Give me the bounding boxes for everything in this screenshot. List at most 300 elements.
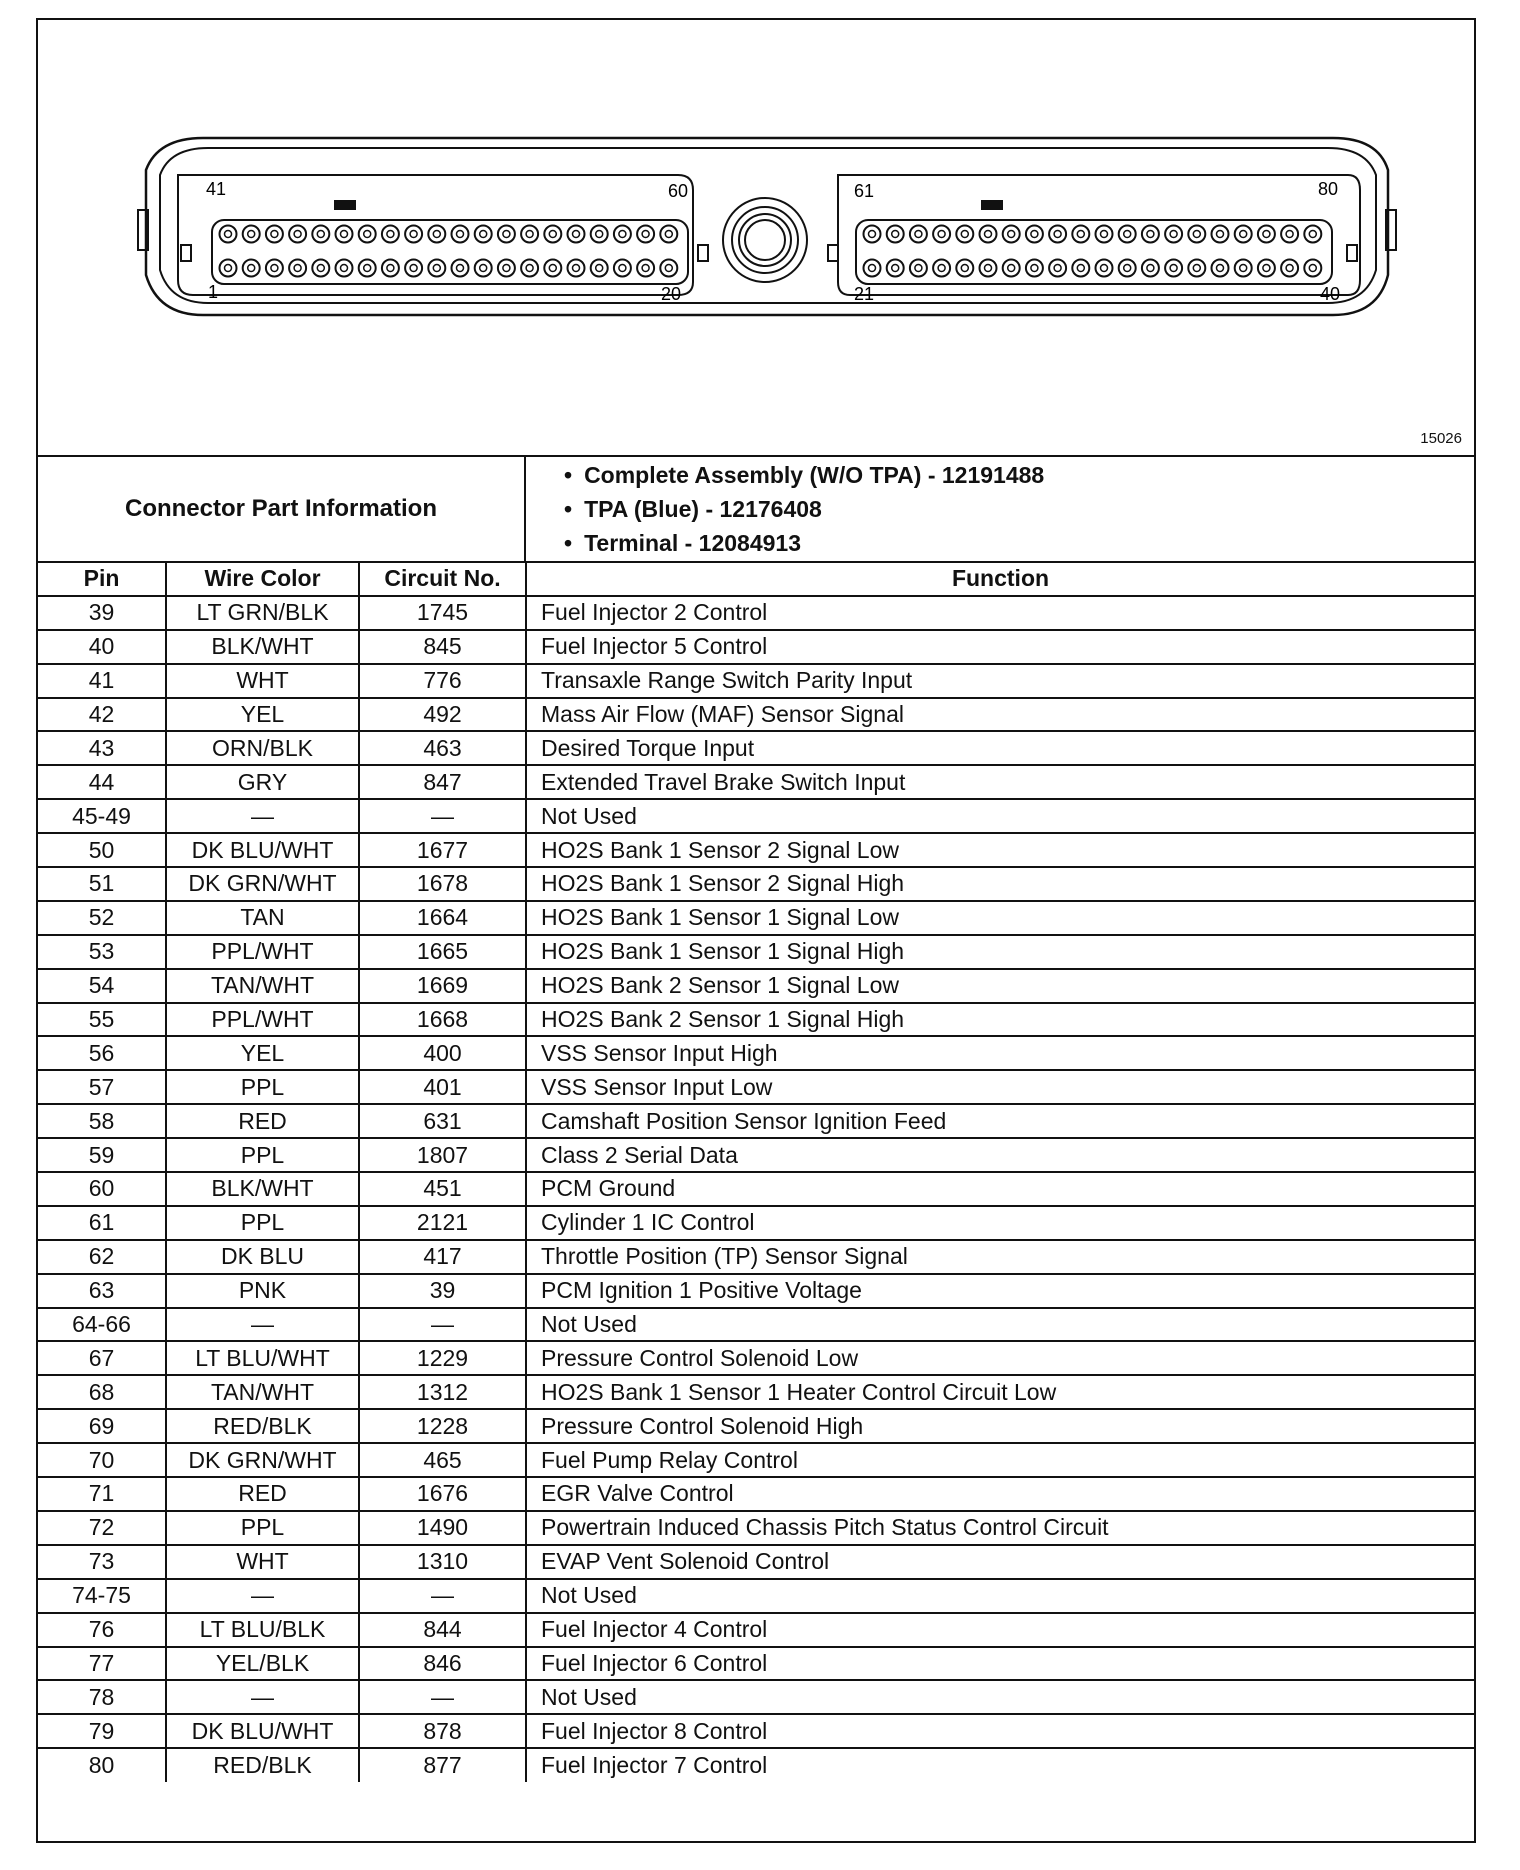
pin-cell: 68 (38, 1375, 166, 1409)
table-row (38, 1748, 1474, 1782)
pin-cell: 62 (38, 1240, 166, 1274)
table-row (38, 596, 1474, 630)
pin-hole (591, 260, 608, 277)
right-bottom-right-label: 40 (1319, 284, 1341, 304)
function-cell: PCM Ground (526, 1172, 1474, 1206)
pin-hole-center (915, 231, 922, 238)
pin-hole (312, 260, 329, 277)
pin-cell: 43 (38, 731, 166, 765)
pin-hole-center (665, 265, 672, 272)
table-row (38, 1240, 1474, 1274)
wire-color-cell: TAN (166, 901, 359, 935)
wire-color-cell: LT GRN/BLK (166, 596, 359, 630)
pin-hole (1258, 260, 1275, 277)
pin-hole (910, 226, 927, 243)
function-cell: Fuel Injector 6 Control (526, 1647, 1474, 1681)
pin-hole-center (1170, 265, 1177, 272)
pin-hole-center (1124, 231, 1131, 238)
pin-hole (1235, 226, 1252, 243)
circuit-cell: 1490 (359, 1511, 526, 1545)
pin-hole-center (665, 231, 672, 238)
function-cell: HO2S Bank 1 Sensor 1 Heater Control Circuit Low (526, 1375, 1474, 1409)
pin-hole (956, 226, 973, 243)
circuit-cell: — (359, 799, 526, 833)
circuit-cell: 1668 (359, 1003, 526, 1037)
circuit-cell: 1228 (359, 1409, 526, 1443)
pin-hole-center (938, 265, 945, 272)
function-cell: EGR Valve Control (526, 1477, 1474, 1511)
pin-hole-center (1101, 231, 1108, 238)
circuit-cell: 1229 (359, 1341, 526, 1375)
pin-hole-center (869, 265, 876, 272)
pin-cell: 56 (38, 1036, 166, 1070)
pin-hole-center (596, 231, 603, 238)
circuit-cell: 400 (359, 1036, 526, 1070)
table-row (38, 1172, 1474, 1206)
wire-color-cell: DK BLU (166, 1240, 359, 1274)
pin-cell: 63 (38, 1274, 166, 1308)
pin-hole (614, 260, 631, 277)
pin-hole-center (1217, 265, 1224, 272)
pin-hole (887, 260, 904, 277)
wire-color-cell: RED (166, 1477, 359, 1511)
pin-hole (359, 226, 376, 243)
pin-hole-center (225, 231, 232, 238)
pin-cell: 51 (38, 867, 166, 901)
pin-hole (1072, 226, 1089, 243)
circuit-cell: 1312 (359, 1375, 526, 1409)
pin-cell: 71 (38, 1477, 166, 1511)
function-cell: Cylinder 1 IC Control (526, 1206, 1474, 1240)
table-row (38, 1714, 1474, 1748)
pin-hole (864, 260, 881, 277)
pin-hole-center (642, 265, 649, 272)
pin-hole-center (1193, 265, 1200, 272)
pin-hole (1003, 226, 1020, 243)
pin-hole-center (869, 231, 876, 238)
pin-hole-center (1263, 265, 1270, 272)
function-cell: HO2S Bank 1 Sensor 1 Signal High (526, 935, 1474, 969)
table-row (38, 833, 1474, 867)
circuit-cell: 417 (359, 1240, 526, 1274)
pin-hole (1304, 260, 1321, 277)
left-bottom-left-label: 1 (208, 282, 219, 302)
pin-hole-center (410, 231, 417, 238)
pin-hole (1119, 226, 1136, 243)
table-row (38, 1613, 1474, 1647)
left-top-right-label: 60 (667, 181, 689, 201)
function-cell: Not Used (526, 1680, 1474, 1714)
pin-hole (1235, 260, 1252, 277)
pin-cell: 42 (38, 698, 166, 732)
pin-hole (1119, 260, 1136, 277)
pin-hole (220, 260, 237, 277)
function-cell: Not Used (526, 1579, 1474, 1613)
table-row (38, 1036, 1474, 1070)
circuit-cell: 1665 (359, 935, 526, 969)
pin-hole-center (985, 231, 992, 238)
circuit-cell: 1677 (359, 833, 526, 867)
pin-hole (956, 260, 973, 277)
pin-cell: 52 (38, 901, 166, 935)
pin-hole-center (549, 231, 556, 238)
pin-hole (660, 226, 677, 243)
pin-hole-center (387, 231, 394, 238)
pin-hole (1212, 260, 1229, 277)
wire-color-cell: WHT (166, 1545, 359, 1579)
pin-cell: 77 (38, 1647, 166, 1681)
function-cell: Fuel Pump Relay Control (526, 1443, 1474, 1477)
wire-color-cell: ORN/BLK (166, 731, 359, 765)
wire-color-cell: — (166, 1579, 359, 1613)
pin-hole-center (1240, 265, 1247, 272)
pin-hole (521, 260, 538, 277)
pin-hole-center (1147, 265, 1154, 272)
pin-hole-center (1286, 265, 1293, 272)
pin-hole-center (1008, 231, 1015, 238)
pin-hole (1049, 226, 1066, 243)
function-cell: Fuel Injector 5 Control (526, 630, 1474, 664)
wire-color-cell: DK GRN/WHT (166, 1443, 359, 1477)
function-cell: Pressure Control Solenoid Low (526, 1341, 1474, 1375)
pin-cell: 40 (38, 630, 166, 664)
function-cell: Not Used (526, 1308, 1474, 1342)
table-row (38, 969, 1474, 1003)
circuit-cell: — (359, 1680, 526, 1714)
table-row (38, 799, 1474, 833)
circuit-cell: 845 (359, 630, 526, 664)
pin-hole-center (1147, 231, 1154, 238)
pin-hole-center (364, 265, 371, 272)
pin-cell: 73 (38, 1545, 166, 1579)
connector-sheet (36, 18, 1476, 1843)
pin-hole-center (294, 265, 301, 272)
table-row (38, 1443, 1474, 1477)
pin-hole (591, 226, 608, 243)
pin-hole (1096, 260, 1113, 277)
circuit-cell: 878 (359, 1714, 526, 1748)
pin-hole (289, 226, 306, 243)
function-cell: Mass Air Flow (MAF) Sensor Signal (526, 698, 1474, 732)
pin-hole (1003, 260, 1020, 277)
wire-color-cell: — (166, 799, 359, 833)
circuit-cell: 2121 (359, 1206, 526, 1240)
pin-cell: 74-75 (38, 1579, 166, 1613)
pin-hole (220, 226, 237, 243)
pin-hole (498, 226, 515, 243)
wire-color-cell: YEL/BLK (166, 1647, 359, 1681)
pin-hole-center (573, 265, 580, 272)
wire-color-cell: PNK (166, 1274, 359, 1308)
pin-hole-center (1031, 231, 1038, 238)
wire-color-cell: PPL (166, 1070, 359, 1104)
circuit-cell: 1676 (359, 1477, 526, 1511)
pin-hole-center (892, 231, 899, 238)
table-row (38, 935, 1474, 969)
pin-hole-center (573, 231, 580, 238)
pin-hole (382, 260, 399, 277)
circuit-cell: 847 (359, 765, 526, 799)
pin-hole-center (271, 231, 278, 238)
pin-hole-center (892, 265, 899, 272)
table-row (38, 664, 1474, 698)
center-bolt-icon (723, 198, 807, 282)
pin-cell: 79 (38, 1714, 166, 1748)
function-cell: EVAP Vent Solenoid Control (526, 1545, 1474, 1579)
circuit-cell: 846 (359, 1647, 526, 1681)
pin-cell: 60 (38, 1172, 166, 1206)
pin-hole (544, 226, 561, 243)
pin-hole (359, 260, 376, 277)
table-row (38, 1138, 1474, 1172)
pin-cell: 80 (38, 1748, 166, 1782)
pin-hole (1142, 226, 1159, 243)
pin-hole-center (457, 231, 464, 238)
pin-hole (980, 260, 997, 277)
pin-hole (933, 260, 950, 277)
pin-cell: 55 (38, 1003, 166, 1037)
pin-cell: 41 (38, 664, 166, 698)
circuit-cell: 401 (359, 1070, 526, 1104)
pin-cell: 70 (38, 1443, 166, 1477)
table-row (38, 1003, 1474, 1037)
pin-hole-center (915, 265, 922, 272)
wire-color-cell: YEL (166, 1036, 359, 1070)
pin-hole (1049, 260, 1066, 277)
function-cell: HO2S Bank 2 Sensor 1 Signal Low (526, 969, 1474, 1003)
pin-hole (1304, 226, 1321, 243)
pin-hole (498, 260, 515, 277)
part-info-label: Connector Part Information (38, 457, 526, 561)
circuit-cell: 1669 (359, 969, 526, 1003)
connector-diagram (38, 20, 1474, 455)
wire-color-cell: LT BLU/WHT (166, 1341, 359, 1375)
function-cell: HO2S Bank 1 Sensor 2 Signal High (526, 867, 1474, 901)
pin-hole (1281, 226, 1298, 243)
pin-hole (1212, 226, 1229, 243)
table-row (38, 630, 1474, 664)
pin-cell: 53 (38, 935, 166, 969)
pin-hole (243, 226, 260, 243)
circuit-cell: 492 (359, 698, 526, 732)
pin-cell: 72 (38, 1511, 166, 1545)
pin-hole-center (248, 265, 255, 272)
pin-hole-center (503, 231, 510, 238)
pin-hole-center (1217, 231, 1224, 238)
left-top-left-label: 41 (206, 179, 227, 199)
pin-cell: 76 (38, 1613, 166, 1647)
wire-color-cell: DK GRN/WHT (166, 867, 359, 901)
pin-hole (428, 226, 445, 243)
wire-color-cell: PPL (166, 1206, 359, 1240)
wire-color-cell: GRY (166, 765, 359, 799)
wire-color-cell: PPL/WHT (166, 935, 359, 969)
wire-color-header: Wire Color (166, 562, 359, 596)
pin-hole (933, 226, 950, 243)
circuit-cell: 1664 (359, 901, 526, 935)
pin-hole-center (317, 231, 324, 238)
circuit-cell: 1807 (359, 1138, 526, 1172)
pin-cell: 39 (38, 596, 166, 630)
table-row (38, 1070, 1474, 1104)
table-row (38, 1579, 1474, 1613)
part-info-item: • Complete Assembly (W/O TPA) - 12191488 (564, 458, 1474, 492)
table-row (38, 1375, 1474, 1409)
pin-hole (405, 226, 422, 243)
pin-hole (312, 226, 329, 243)
figure-number: 15026 (1420, 430, 1462, 447)
pin-hole-center (1309, 231, 1316, 238)
function-cell: HO2S Bank 2 Sensor 1 Signal High (526, 1003, 1474, 1037)
pin-hole (1188, 260, 1205, 277)
pin-hole (544, 260, 561, 277)
pin-hole-center (480, 231, 487, 238)
pin-hole (266, 260, 283, 277)
pin-hole-center (248, 231, 255, 238)
wire-color-cell: RED (166, 1104, 359, 1138)
function-cell: Throttle Position (TP) Sensor Signal (526, 1240, 1474, 1274)
pin-hole-center (1008, 265, 1015, 272)
function-cell: HO2S Bank 1 Sensor 1 Signal Low (526, 901, 1474, 935)
table-row (38, 731, 1474, 765)
function-cell: Pressure Control Solenoid High (526, 1409, 1474, 1443)
wire-color-cell: BLK/WHT (166, 1172, 359, 1206)
pin-hole-center (341, 231, 348, 238)
pin-hole (382, 226, 399, 243)
function-cell: Fuel Injector 4 Control (526, 1613, 1474, 1647)
pin-hole-center (364, 231, 371, 238)
wire-color-cell: TAN/WHT (166, 969, 359, 1003)
function-cell: Class 2 Serial Data (526, 1138, 1474, 1172)
pin-cell: 57 (38, 1070, 166, 1104)
connector-part-info (38, 455, 1474, 563)
pin-hole-center (1170, 231, 1177, 238)
table-row (38, 867, 1474, 901)
function-cell: Transaxle Range Switch Parity Input (526, 664, 1474, 698)
pin-hole (887, 226, 904, 243)
table-row (38, 1511, 1474, 1545)
pin-hole-center (1263, 231, 1270, 238)
pin-hole-center (1077, 231, 1084, 238)
pin-hole (452, 226, 469, 243)
pin-hole-center (1193, 231, 1200, 238)
table-row (38, 1680, 1474, 1714)
wire-color-cell: DK BLU/WHT (166, 833, 359, 867)
table-row (38, 698, 1474, 732)
pin-hole (660, 260, 677, 277)
pin-hole-center (985, 265, 992, 272)
function-cell: VSS Sensor Input Low (526, 1070, 1474, 1104)
pin-hole (1026, 260, 1043, 277)
pin-hole (1188, 226, 1205, 243)
pin-hole-center (642, 231, 649, 238)
pin-hole (980, 226, 997, 243)
pin-hole (405, 260, 422, 277)
pin-cell: 54 (38, 969, 166, 1003)
pin-hole-center (503, 265, 510, 272)
pin-header: Pin (38, 562, 166, 596)
pin-hole-center (225, 265, 232, 272)
pin-hole (475, 260, 492, 277)
pin-cell: 78 (38, 1680, 166, 1714)
pin-cell: 58 (38, 1104, 166, 1138)
pin-hole-center (410, 265, 417, 272)
function-cell: Fuel Injector 8 Control (526, 1714, 1474, 1748)
function-cell: Not Used (526, 799, 1474, 833)
circuit-cell: — (359, 1579, 526, 1613)
pin-hole-center (961, 265, 968, 272)
pin-hole-center (549, 265, 556, 272)
pin-hole-center (1031, 265, 1038, 272)
pin-hole (428, 260, 445, 277)
pin-hole (637, 260, 654, 277)
part-info-list (526, 457, 1474, 561)
connector-face-drawing (38, 20, 1474, 455)
pin-hole (1142, 260, 1159, 277)
pin-hole (266, 226, 283, 243)
circuit-cell: 451 (359, 1172, 526, 1206)
table-row (38, 765, 1474, 799)
pin-hole (1165, 226, 1182, 243)
circuit-cell: 877 (359, 1748, 526, 1782)
pin-hole (614, 226, 631, 243)
pin-hole-center (938, 231, 945, 238)
circuit-cell: 844 (359, 1613, 526, 1647)
pin-hole-center (619, 231, 626, 238)
table-row (38, 1409, 1474, 1443)
pin-holes (220, 226, 1322, 277)
circuit-cell: 465 (359, 1443, 526, 1477)
pin-hole-center (433, 231, 440, 238)
pin-hole-center (961, 231, 968, 238)
function-cell: Extended Travel Brake Switch Input (526, 765, 1474, 799)
circuit-cell: 463 (359, 731, 526, 765)
wire-color-cell: PPL/WHT (166, 1003, 359, 1037)
pin-hole-center (433, 265, 440, 272)
table-header-row (38, 562, 1474, 596)
pin-hole-center (1309, 265, 1316, 272)
function-cell: HO2S Bank 1 Sensor 2 Signal Low (526, 833, 1474, 867)
pin-hole-center (526, 265, 533, 272)
circuit-cell: 776 (359, 664, 526, 698)
pin-hole-center (1054, 231, 1061, 238)
wire-color-cell: BLK/WHT (166, 630, 359, 664)
circuit-cell: 1745 (359, 596, 526, 630)
left-bottom-right-label: 20 (660, 284, 682, 304)
function-cell: Fuel Injector 2 Control (526, 596, 1474, 630)
pin-hole (336, 226, 353, 243)
pin-hole-center (480, 265, 487, 272)
pin-hole (289, 260, 306, 277)
pin-hole (1096, 226, 1113, 243)
pin-hole-center (341, 265, 348, 272)
pin-hole (1281, 260, 1298, 277)
function-cell: VSS Sensor Input High (526, 1036, 1474, 1070)
pin-hole-center (1101, 265, 1108, 272)
table-row (38, 1545, 1474, 1579)
circuit-cell: 1678 (359, 867, 526, 901)
right-top-right-label: 80 (1317, 179, 1339, 199)
right-bottom-left-label: 21 (854, 284, 875, 304)
wire-color-cell: TAN/WHT (166, 1375, 359, 1409)
function-cell: Camshaft Position Sensor Ignition Feed (526, 1104, 1474, 1138)
part-info-item: • TPA (Blue) - 12176408 (564, 492, 1474, 526)
pin-hole-center (526, 231, 533, 238)
pin-hole (910, 260, 927, 277)
pin-hole-center (457, 265, 464, 272)
pin-cell: 59 (38, 1138, 166, 1172)
pin-hole (1258, 226, 1275, 243)
